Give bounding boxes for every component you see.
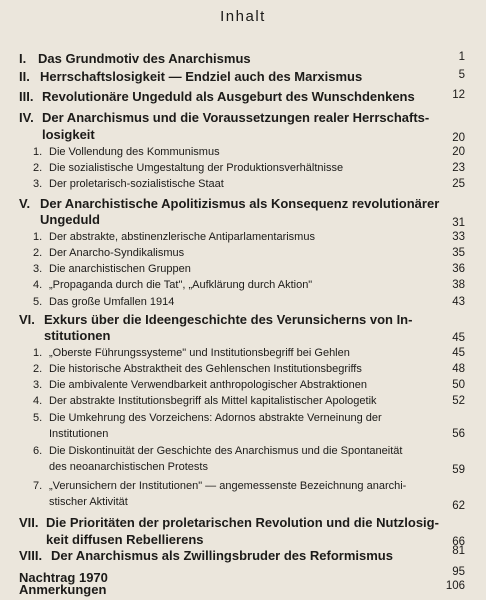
toc-item: 3. Der proletarisch-sozialistische Staat 25 [33,178,465,190]
chapter-number: I. [19,51,27,66]
toc-item: 3. Die ambivalente Verwendbarkeit anthropologischer Abstraktionen 50 [33,379,465,391]
toc-chapter-6-cont [0,328,486,348]
toc-chapter-5-cont [0,212,486,232]
toc-item: 1. Der abstrakte, abstinenzlerische Antiparlamentarismus 33 [33,231,465,243]
page-number: 95 [452,566,465,578]
page-number: 12 [452,89,465,101]
toc-item: 2. Die sozialistische Umgestaltung der Produktionsverhältnisse 23 [33,162,465,174]
page-number: 20 [452,132,465,144]
toc-item: 1. Die Vollendung des Kommunismus 20 [33,146,465,158]
chapter-title: Revolutionäre Ungeduld als Ausgeburt des Wunschdenkens [42,89,415,104]
toc-item: 3. Die anarchistischen Gruppen 36 [33,263,465,275]
chapter-number: VIII. [19,548,43,563]
chapter-title-line-1: Exkurs über die Ideengeschichte des Verunsicherns von In- [44,312,413,327]
chapter-title-line-1: Der Anarchismus und die Voraussetzungen realer Herrschafts- [42,110,430,125]
toc-item-cont: Institutionen 56 [49,428,465,440]
toc-chapter-3 [0,89,486,109]
page-number: 1 [458,51,465,63]
chapter-number: IV. [19,110,34,125]
toc-anmerkungen [0,580,486,600]
chapter-number: II. [19,69,30,84]
toc-item: 5. Das große Umfallen 1914 43 [33,296,465,308]
section-title: Nachtrag 1970 [19,570,108,585]
toc-item: 7. „Verunsichern der Institutionen" — angemessenste Bezeichnung anarchi- [33,480,407,492]
chapter-title: Das Grundmotiv des Anarchismus [38,51,251,66]
toc-item: 1. „Oberste Führungssysteme" und Institutionsbegriff bei Gehlen 45 [33,347,465,359]
page-number: 45 [452,332,465,344]
section-title: Anmerkungen [19,582,107,597]
chapter-number: III. [19,89,34,104]
chapter-title-line-2: losigkeit [42,127,95,142]
page-number: 66 [452,536,465,548]
toc-item: 5. Die Umkehrung des Vorzeichens: Adornos abstrakte Verneinung der [33,412,382,424]
chapter-title-line-1: Die Prioritäten der proletarischen Revolution und die Nutzlosig- [46,515,439,530]
page-number: 81 [452,545,465,557]
chapter-title-line-2: Ungeduld [40,212,100,227]
page-number: 106 [445,580,465,592]
toc-chapter-1 [0,51,486,71]
toc-item: 2. Die historische Abstraktheit des Gehlenschen Institutionsbegriffs 48 [33,363,465,375]
chapter-number: VI. [19,312,35,327]
toc-item-cont: stischer Aktivität 62 [49,496,465,512]
toc-chapter-4-cont [0,127,486,147]
chapter-title-line-2: keit diffusen Rebellierens [46,532,204,547]
chapter-number: V. [19,196,31,211]
toc-item: 2. Der Anarcho-Syndikalismus 35 [33,247,465,259]
toc-item: 6. Die Diskontinuität der Geschichte des Anarchismus und die Spontaneität [33,445,403,457]
chapter-title-line-2: stitutionen [44,328,111,343]
toc-item: 4. „Propaganda durch die Tat", „Aufklärung durch Aktion" 38 [33,279,465,291]
chapter-title-line-1: Der Anarchistische Apolitizismus als Konsequenz revolutionärer [40,196,440,211]
page-number: 31 [452,217,465,229]
toc-item-cont: des neoanarchistischen Protests 59 [49,461,465,476]
page-title: Inhalt [220,8,266,25]
toc-chapter-2 [0,69,486,89]
toc-item: 4. Der abstrakte Institutionsbegriff als Mittel kapitalistischer Apologetik 52 [33,395,465,407]
chapter-title: Herrschaftslosigkeit — Endziel auch des Marxismus [40,69,363,84]
chapter-number: VII. [19,515,39,530]
chapter-title: Der Anarchismus als Zwillingsbruder des Reformismus [51,548,393,563]
toc-chapter-8 [0,545,486,568]
page-number: 5 [458,69,465,81]
